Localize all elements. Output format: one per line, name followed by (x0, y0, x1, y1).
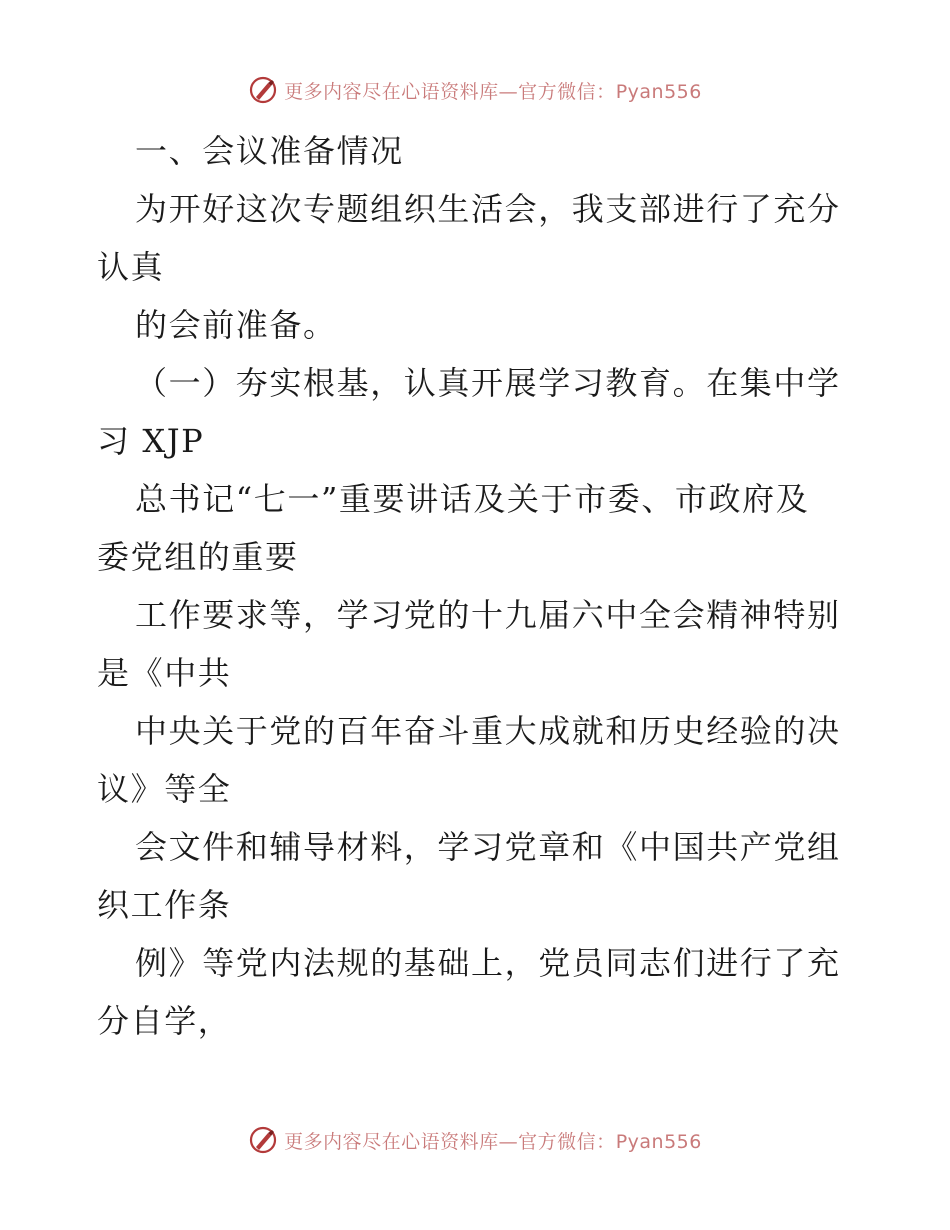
footer-watermark (0, 1120, 950, 1160)
watermark-wechat-label: 官方微信： (518, 1130, 616, 1153)
body-line: 议》等全 (97, 770, 232, 808)
watermark-separator: — (498, 80, 519, 103)
watermark-site-text: 更多内容尽在心语资料库 (284, 1130, 499, 1153)
header-watermark (0, 70, 950, 110)
body-line: 认真 (97, 248, 165, 286)
body-line: 织工作条 (97, 886, 232, 924)
body-line: 中央关于党的百年奋斗重大成就和历史经验的决 (135, 712, 841, 750)
body-line: 会文件和辅导材料，学习党章和《中国共产党组 (135, 828, 841, 866)
pen-logo-icon (248, 1125, 278, 1155)
body-line: 分自学， (97, 1002, 232, 1040)
body-line: 的会前准备。 (135, 306, 337, 344)
watermark-separator: — (498, 1130, 519, 1153)
pen-logo-icon (248, 75, 278, 105)
watermark-wechat-label: 官方微信： (518, 80, 616, 103)
document-body (97, 122, 857, 1050)
body-line: 习 XJP (97, 422, 205, 460)
watermark-site-text: 更多内容尽在心语资料库 (284, 80, 499, 103)
watermark-wechat-id: Pyan556 (615, 1130, 702, 1153)
body-line: 总书记“七一”重要讲话及关于市委、市政府及 (135, 480, 810, 518)
body-line: 例》等党内法规的基础上，党员同志们进行了充 (135, 944, 841, 982)
body-line: 一、会议准备情况 (135, 132, 404, 170)
watermark-wechat-id: Pyan556 (615, 80, 702, 103)
body-line: （一）夯实根基，认真开展学习教育。在集中学 (135, 364, 841, 402)
body-line: 工作要求等，学习党的十九届六中全会精神特别 (135, 596, 841, 634)
body-line: 是《中共 (97, 654, 232, 692)
body-line: 为开好这次专题组织生活会，我支部进行了充分 (135, 190, 841, 228)
body-line: 委党组的重要 (97, 538, 299, 576)
